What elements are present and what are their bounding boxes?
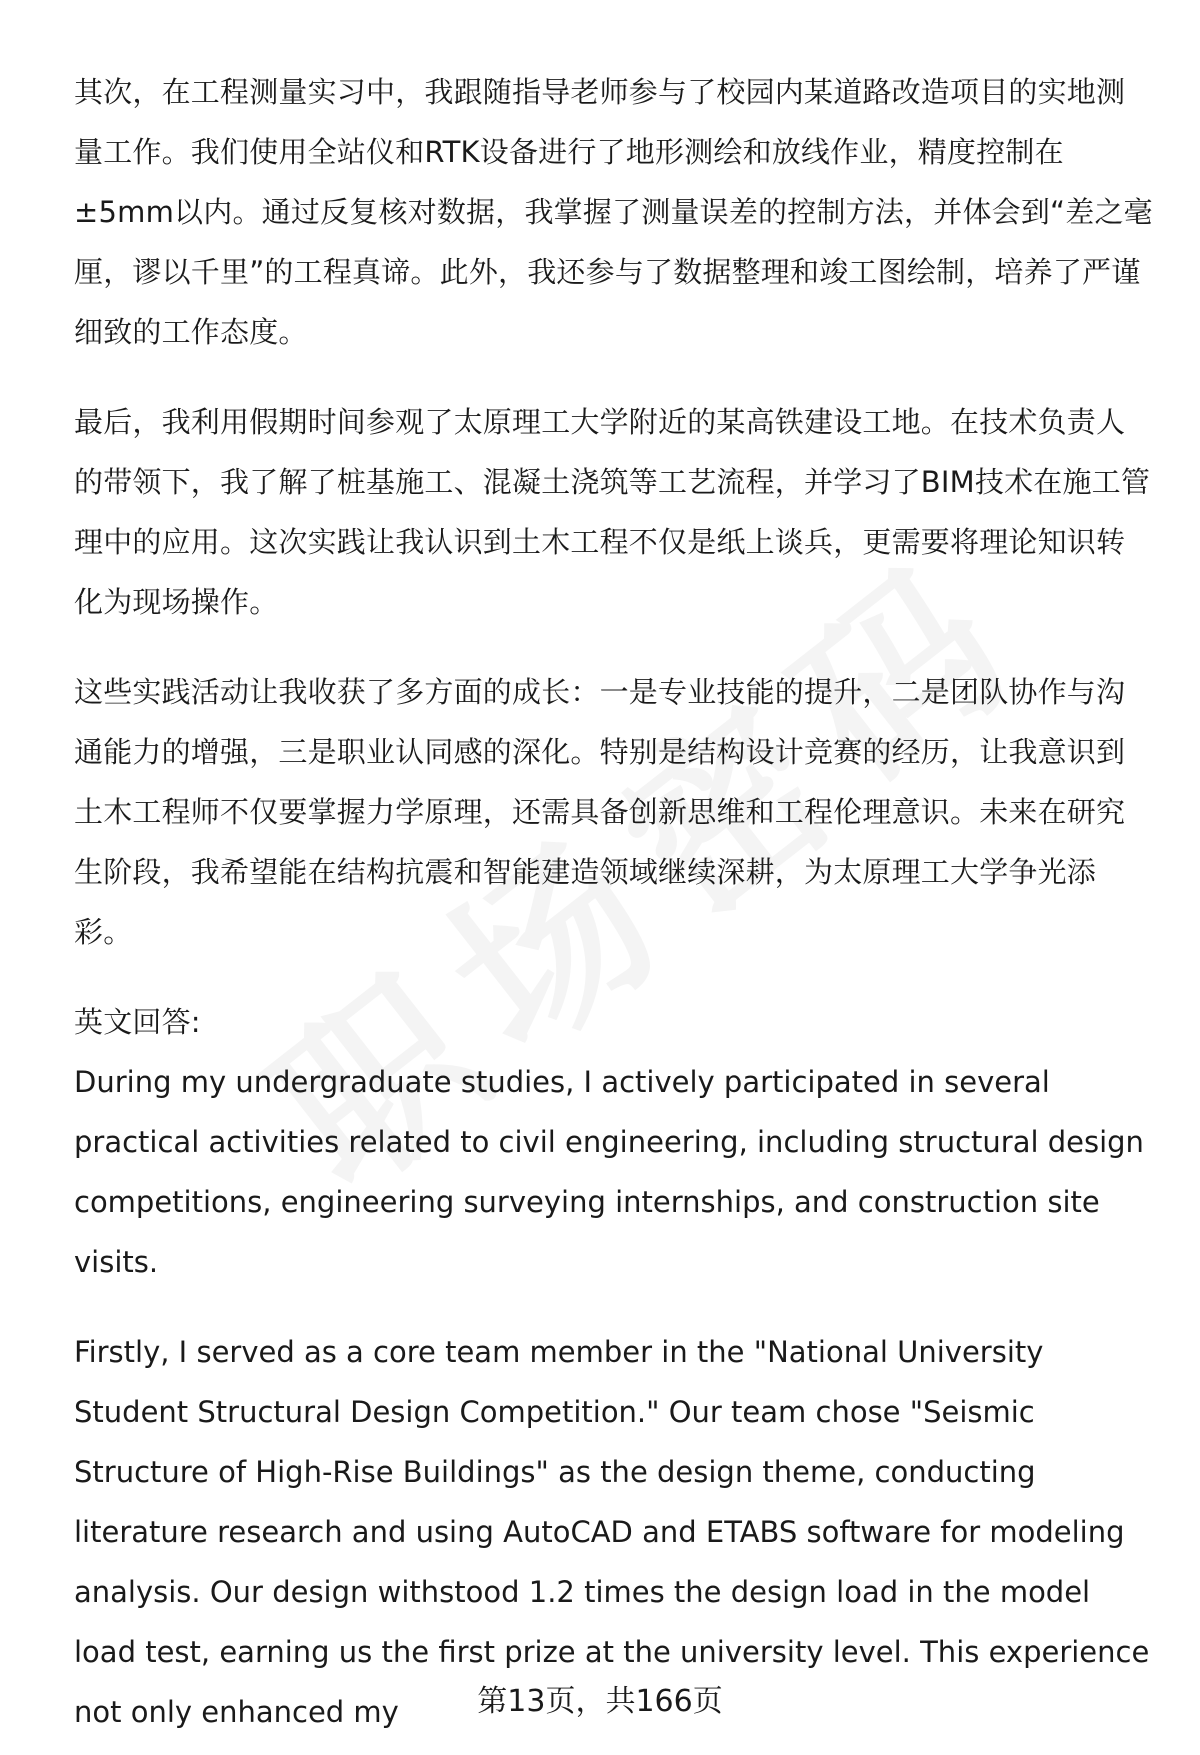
paragraph-site-visit: 最后，我利用假期时间参观了太原理工大学附近的某高铁建设工地。在技术负责人的带领下，我了解了桩基施工、混凝土浇筑等工艺流程，并学习了BIM技术在施工管理中的应用。这次实践让我认识到土木工程不仅是纸上谈兵，更需要将理论知识转化为现场操作。 (74, 405, 1151, 619)
paragraph-en-firstly: Firstly, I served as a core team member in the "National University Student Structural Design Competition." Our team chose "Seismic Structure of High-Rise Buildings" as the design theme, conducting literature research and using AutoCAD and ETABS software for modeling analysis. Our design withstood 1.2 times the design load in the model load test, earning us the first prize at the university level. This experience not only enhanced my (74, 1335, 1150, 1729)
document-body (74, 62, 1154, 1742)
page-number-footer: 第13页，共166页 (477, 1684, 723, 1719)
paragraph-en-intro: During my undergraduate studies, I actively participated in several practical activities related to civil engineering, including structural design competitions, engineering surveying internships, and construction site visits. (74, 1065, 1144, 1279)
paragraph-surveying: 其次，在工程测量实习中，我跟随指导老师参与了校园内某道路改造项目的实地测量工作。我们使用全站仪和RTK设备进行了地形测绘和放线作业，精度控制在±5mm以内。通过反复核对数据，我掌握了测量误差的控制方法，并体会到“差之毫厘，谬以千里”的工程真谛。此外，我还参与了数据整理和竣工图绘制，培养了严谨细致的工作态度。 (74, 75, 1153, 349)
paragraph-growth: 这些实践活动让我收获了多方面的成长：一是专业技能的提升，二是团队协作与沟通能力的增强，三是职业认同感的深化。特别是结构设计竞赛的经历，让我意识到土木工程师不仅要掌握力学原理，还需具备创新思维和工程伦理意识。未来在研究生阶段，我希望能在结构抗震和智能建造领域继续深耕，为太原理工大学争光添彩。 (74, 675, 1126, 949)
english-answer-label: 英文回答: (74, 1005, 201, 1039)
